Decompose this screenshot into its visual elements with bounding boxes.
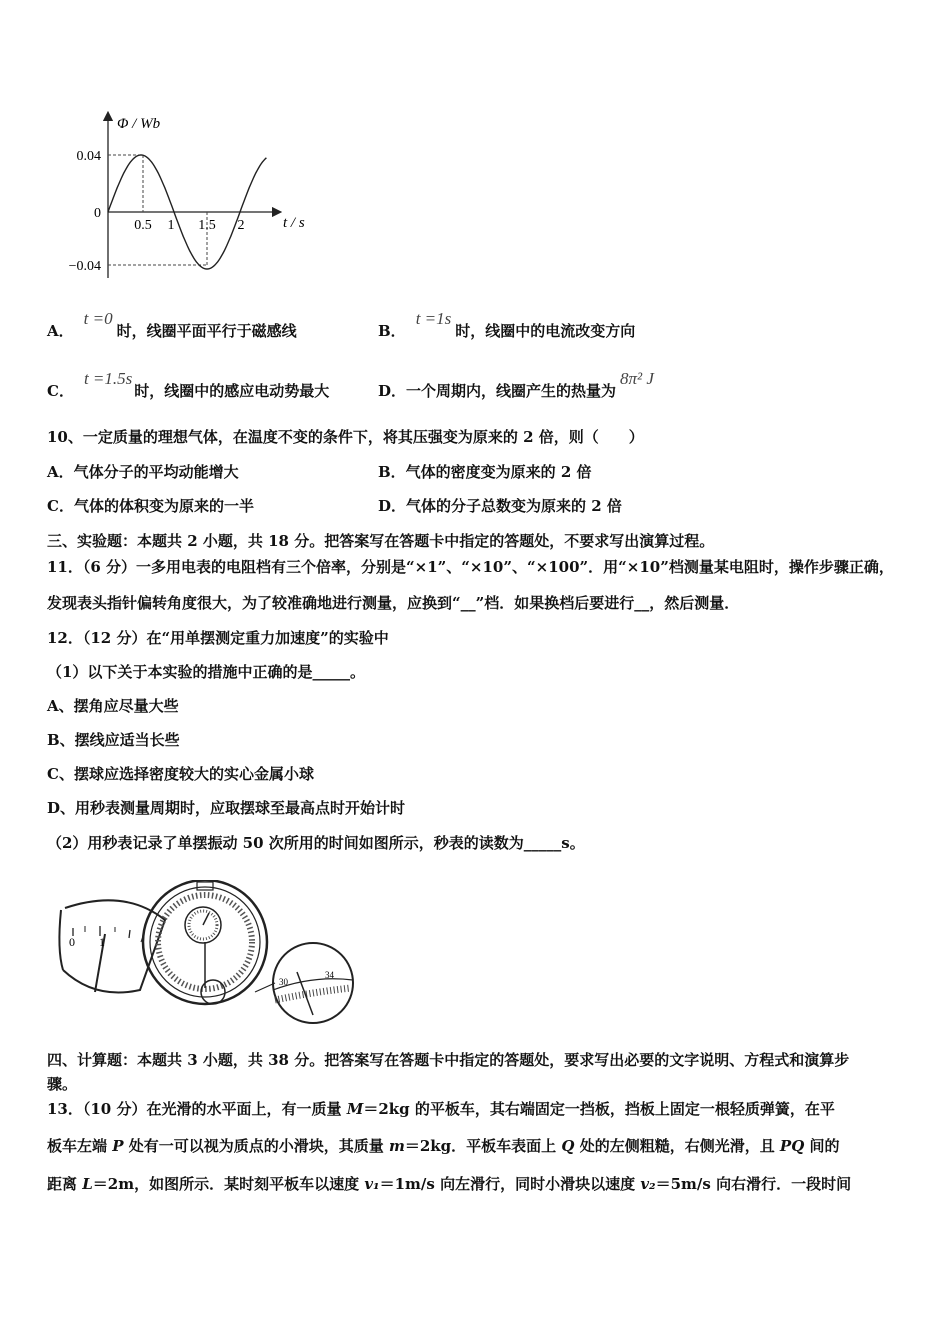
q12-option-d: D、用秒表测量周期时，应取摆球至最高点时开始计时 bbox=[47, 799, 406, 817]
q13-line-2: 板车左端 P 处有一可以视为质点的小滑块，其质量 m＝2kg．平板车表面上 Q 处的左侧粗糙，右侧光滑，且 PQ 间的 bbox=[47, 1137, 840, 1155]
q12-option-c: C、摆球应选择密度较大的实心金属小球 bbox=[47, 765, 314, 783]
q9-d-math: 8π² J bbox=[620, 369, 654, 388]
q10-option-a: A．气体分子的平均动能增大 bbox=[47, 463, 239, 481]
x-tick-0.5: 0.5 bbox=[134, 218, 152, 233]
y-tick-zero: 0 bbox=[94, 206, 101, 221]
x-tick-1.5: 1.5 bbox=[198, 218, 216, 233]
svg-text:0: 0 bbox=[69, 935, 75, 949]
svg-text:1: 1 bbox=[99, 935, 105, 949]
q9-c-math: t =1.5s bbox=[83, 369, 133, 388]
x-tick-2: 2 bbox=[237, 218, 245, 233]
svg-text:34: 34 bbox=[325, 970, 334, 980]
q13-line-1: 13．（10 分）在光滑的水平面上，有一质量 M＝2kg 的平板车，其右端固定一挡板，挡板上固定一根轻质弹簧，在平 bbox=[47, 1100, 835, 1118]
q11-line-2: 发现表头指针偏转角度很大，为了较准确地进行测量，应换到“__”档．如果换档后要进行__，然后测量． bbox=[47, 594, 740, 612]
q9-option-b: B．t =1s时，线圈中的电流改变方向 bbox=[378, 309, 636, 340]
q10-option-b: B．气体的密度变为原来的 2 倍 bbox=[378, 463, 592, 481]
q12-part-1: （1）以下关于本实验的措施中正确的是_____。 bbox=[47, 663, 365, 681]
section-4-heading-line-2: 骤。 bbox=[47, 1075, 78, 1093]
q9-a-math: t =0 bbox=[83, 309, 113, 328]
q12-part-2: （2）用秒表记录了单摆振动 50 次所用的时间如图所示，秒表的读数为_____s。 bbox=[47, 834, 585, 852]
x-axis-label: t / s bbox=[283, 215, 305, 231]
svg-text:30: 30 bbox=[279, 977, 288, 987]
flux-time-graph bbox=[55, 110, 325, 280]
q12-stem: 12．（12 分）在“用单摆测定重力加速度”的实验中 bbox=[47, 629, 389, 647]
q10-option-c: C．气体的体积变为原来的一半 bbox=[47, 497, 254, 515]
y-tick-pos: 0.04 bbox=[76, 149, 101, 164]
y-tick-neg: −0.04 bbox=[68, 259, 101, 274]
section-3-heading: 三、实验题：本题共 2 小题，共 18 分。把答案写在答题卡中指定的答题处，不要求写出演算过程。 bbox=[47, 532, 715, 550]
x-tick-1: 1 bbox=[167, 218, 175, 233]
stopwatch-illustration bbox=[55, 880, 360, 1030]
y-axis-label: Φ / Wb bbox=[117, 116, 161, 132]
section-4-heading-line-1: 四、计算题：本题共 3 小题，共 38 分。把答案写在答题卡中指定的答题处，要求写出必要的文字说明、方程式和演算步 bbox=[47, 1051, 850, 1069]
stopwatch-body bbox=[143, 880, 267, 1004]
q11-line-1: 11．（6 分）一多用电表的电阻档有三个倍率，分别是“×1”、“×10”、“×100”．用“×10”档测量某电阻时，操作步骤正确， bbox=[47, 558, 894, 576]
q9-option-d: D．一个周期内，线圈产生的热量为8π² J bbox=[378, 369, 654, 400]
q10-stem: 10、一定质量的理想气体，在温度不变的条件下，将其压强变为原来的 2 倍，则（ ） bbox=[47, 428, 644, 446]
right-magnifier bbox=[255, 943, 353, 1023]
q10-option-d: D．气体的分子总数变为原来的 2 倍 bbox=[378, 497, 622, 515]
q9-b-math: t =1s bbox=[415, 309, 452, 328]
q9-option-c: C．t =1.5s时，线圈中的感应电动势最大 bbox=[47, 369, 330, 400]
q12-option-a: A、摆角应尽量大些 bbox=[47, 697, 179, 715]
q12-option-b: B、摆线应适当长些 bbox=[47, 731, 180, 749]
q9-option-a: A．t =0时，线圈平面平行于磁感线 bbox=[47, 309, 297, 340]
q13-line-3: 距离 L＝2m，如图所示．某时刻平板车以速度 v₁＝1m/s 向左滑行，同时小滑块以速度 v₂＝5m/s 向右滑行．一段时间 bbox=[47, 1175, 852, 1193]
